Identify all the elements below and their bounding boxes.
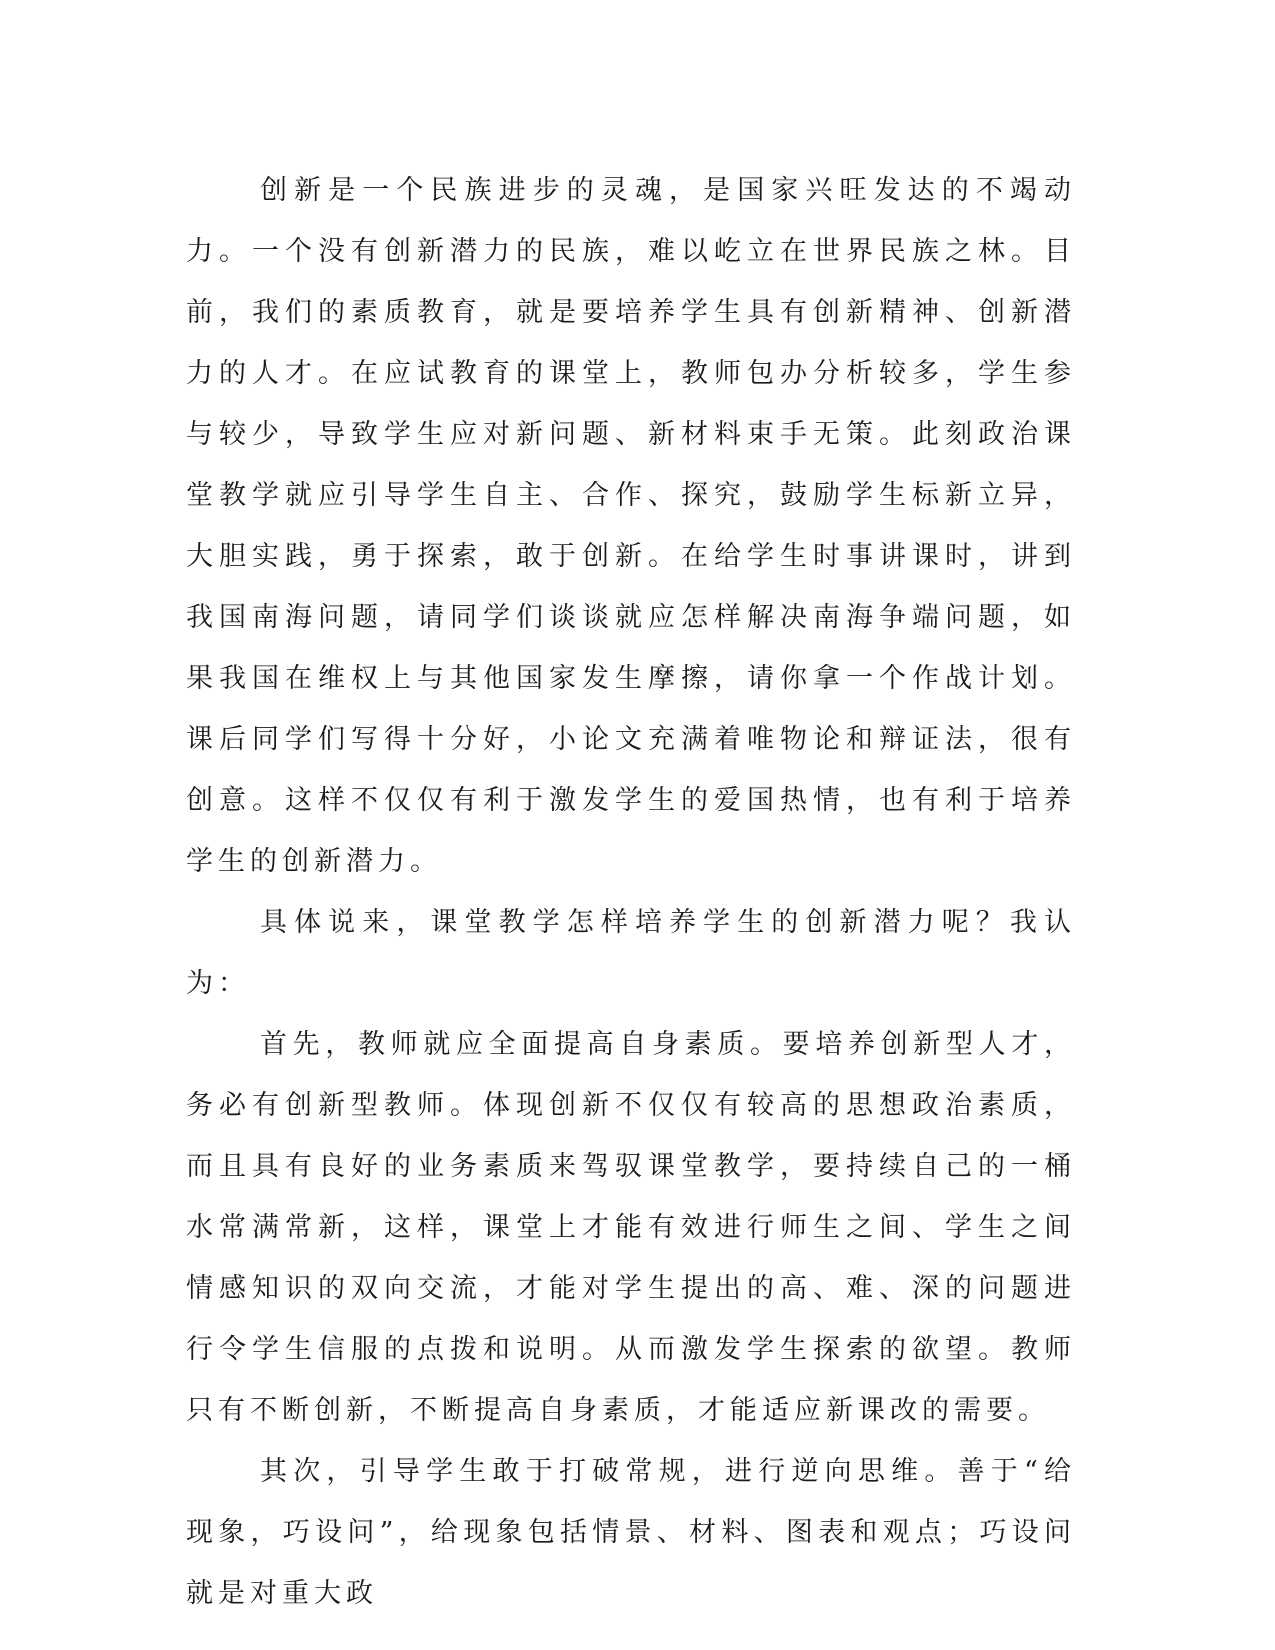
paragraph-question: 具体说来，课堂教学怎样培养学生的创新潜力呢？我认为： (186, 907, 1076, 999)
document-body (186, 160, 1076, 1624)
paragraph-innovation-intro: 创新是一个民族进步的灵魂，是国家兴旺发达的不竭动力。一个没有创新潜力的民族，难以屹立在世界民族之林。目前，我们的素质教育，就是要培养学生具有创新精神、创新潜力的人才。在应试教育的课堂上，教师包办分析较多，学生参与较少，导致学生应对新问题、新材料束手无策。此刻政治课堂教学就应引导学生自主、合作、探究，鼓励学生标新立异，大胆实践，勇于探索，敢于创新。在给学生时事讲课时，讲到我国南海问题，请同学们谈谈就应怎样解决南海争端问题，如果我国在维权上与其他国家发生摩擦，请你拿一个作战计划。课后同学们写得十分好，小论文充满着唯物论和辩证法，很有创意。这样不仅仅有利于激发学生的爱国热情，也有利于培养学生的创新潜力。 (186, 175, 1076, 877)
paragraph-second-point: 其次，引导学生敢于打破常规，进行逆向思维。善于“给现象，巧设问”，给现象包括情景、材料、图表和观点；巧设问就是对重大政 (186, 1456, 1076, 1609)
paragraph-first-point: 首先，教师就应全面提高自身素质。要培养创新型人才，务必有创新型教师。体现创新不仅仅有较高的思想政治素质，而且具有良好的业务素质来驾驭课堂教学，要持续自己的一桶水常满常新，这样，课堂上才能有效进行师生之间、学生之间情感知识的双向交流，才能对学生提出的高、难、深的问题进行令学生信服的点拨和说明。从而激发学生探索的欲望。教师只有不断创新，不断提高自身素质，才能适应新课改的需要。 (186, 1029, 1076, 1426)
